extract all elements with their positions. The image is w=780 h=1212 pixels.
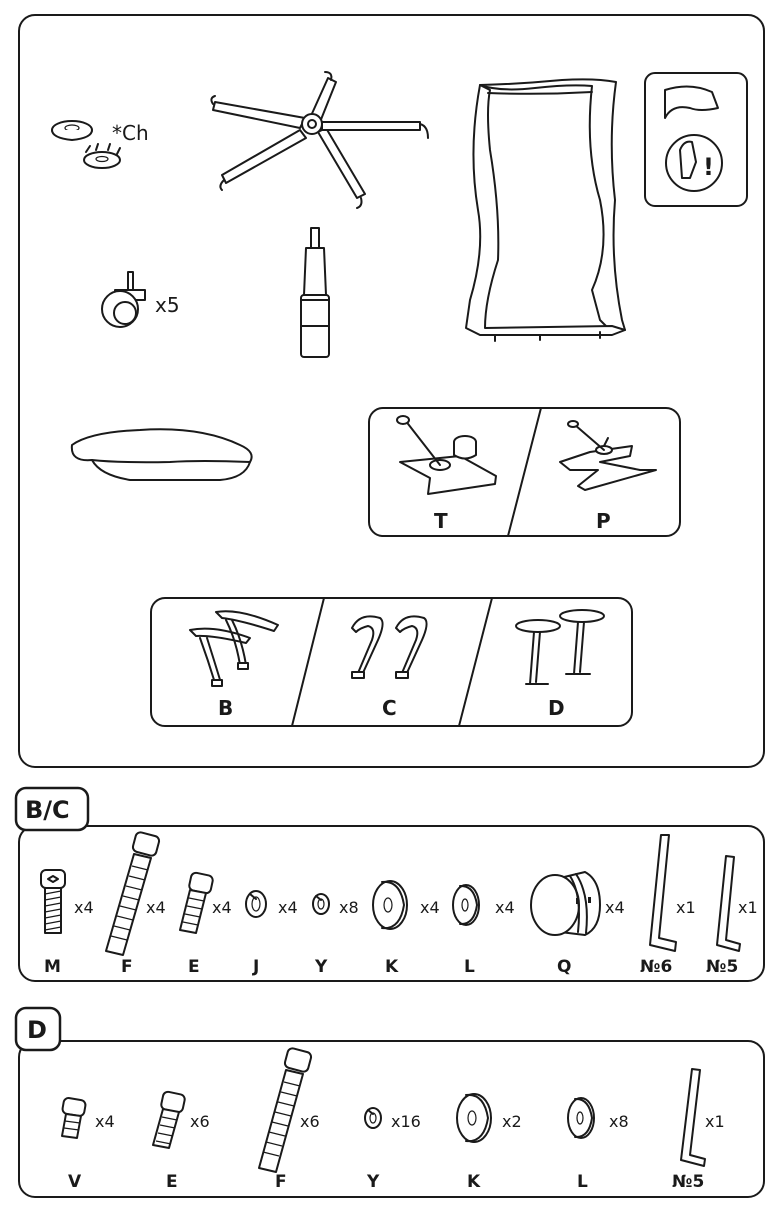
flat-washer-l-d-icon	[568, 1098, 594, 1138]
mechanism-t-icon	[397, 416, 496, 494]
flat-washer-k-d-icon	[457, 1094, 491, 1142]
count-hex6: x1	[676, 898, 696, 917]
label-hex5-d: №5	[672, 1172, 705, 1192]
spring-washer-y-d-icon	[365, 1108, 381, 1128]
spring-washer-j-icon	[246, 891, 266, 917]
shroud-icon	[665, 86, 718, 118]
mechanism-options	[369, 408, 680, 536]
count-hex5: x1	[738, 898, 758, 917]
armrest-d-label: D	[548, 696, 565, 720]
armrest-b-label: B	[218, 696, 234, 720]
label-k: K	[385, 957, 399, 977]
count-f: x4	[146, 898, 166, 917]
flat-washer-l-icon	[453, 885, 479, 925]
armrest-options	[151, 598, 632, 726]
hardware-bc-title: B/C	[25, 796, 70, 824]
count-k-d: x2	[502, 1112, 522, 1131]
seat-icon	[72, 429, 252, 480]
spring-washer-y-icon	[313, 894, 329, 914]
label-m: M	[44, 957, 61, 977]
label-j: J	[253, 957, 260, 977]
mechanism-p-icon	[560, 421, 656, 490]
mechanism-p-label: P	[596, 509, 611, 533]
label-y: Y	[315, 957, 328, 977]
armrest-c-icon	[352, 616, 427, 678]
bolt-m-icon	[41, 870, 65, 933]
plastic-cap-q-icon	[531, 872, 600, 935]
gas-lift-icon	[301, 228, 329, 357]
bolt-e-d-icon	[153, 1091, 186, 1148]
count-e: x4	[212, 898, 232, 917]
label-e-d: E	[166, 1172, 178, 1192]
svg-text:!: !	[703, 153, 714, 181]
armrest-c-label: C	[382, 696, 397, 720]
count-m: x4	[74, 898, 94, 917]
label-v-d: V	[68, 1172, 82, 1192]
count-v-d: x4	[95, 1112, 115, 1131]
label-hex5: №5	[706, 957, 739, 977]
bolt-f-icon	[106, 831, 160, 955]
bolt-e-icon	[180, 872, 214, 933]
hex-key-5-icon	[717, 856, 740, 951]
cap-ch-icon	[52, 121, 120, 168]
hex-key-5-d-icon	[681, 1069, 705, 1166]
count-e-d: x6	[190, 1112, 210, 1131]
star-base-icon	[211, 72, 428, 208]
cap-ch-label: *Ch	[112, 121, 149, 145]
armrest-d-icon	[516, 610, 604, 684]
label-e: E	[188, 957, 200, 977]
label-hex6: №6	[640, 957, 673, 977]
count-q: x4	[605, 898, 625, 917]
hex-key-6-icon	[650, 835, 676, 951]
mechanism-t-label: T	[434, 509, 448, 533]
count-hex5-d: x1	[705, 1112, 725, 1131]
label-f: F	[121, 957, 133, 977]
caster-count: x5	[155, 293, 180, 317]
label-q: Q	[557, 957, 572, 977]
tools-box	[645, 73, 747, 206]
bolt-f-d-icon	[259, 1047, 312, 1172]
armrest-b-icon	[190, 611, 278, 686]
label-l-d: L	[577, 1172, 588, 1192]
label-l: L	[464, 957, 475, 977]
flat-washer-k-icon	[373, 881, 407, 929]
count-j: x4	[278, 898, 298, 917]
count-k: x4	[420, 898, 440, 917]
count-y: x8	[339, 898, 359, 917]
caster-icon	[102, 272, 145, 327]
label-y-d: Y	[367, 1172, 380, 1192]
count-l-d: x8	[609, 1112, 629, 1131]
count-l: x4	[495, 898, 515, 917]
count-y-d: x16	[391, 1112, 421, 1131]
label-k-d: K	[467, 1172, 481, 1192]
backrest-icon	[466, 79, 625, 341]
count-f-d: x6	[300, 1112, 320, 1131]
bolt-v-icon	[62, 1097, 86, 1138]
hardware-d-title: D	[27, 1016, 47, 1044]
label-f-d: F	[275, 1172, 287, 1192]
